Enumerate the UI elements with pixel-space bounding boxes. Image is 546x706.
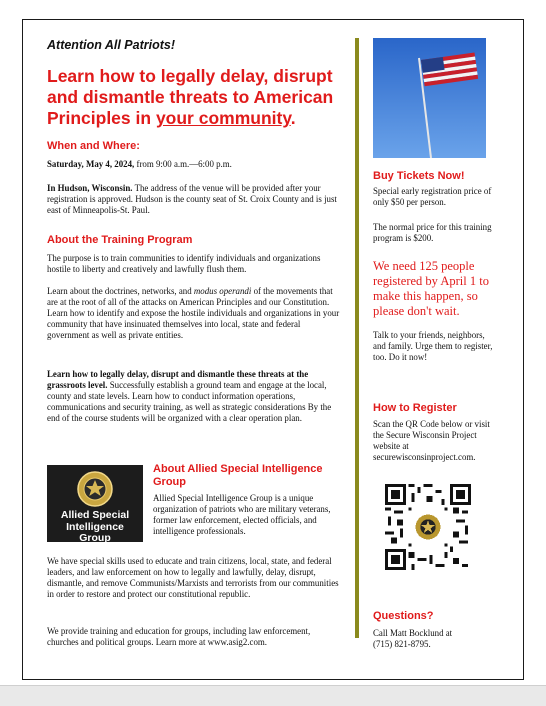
headline [47,66,337,129]
qr-code-icon [385,484,471,570]
headline-your-community: your community [155,108,291,128]
allied-heading: About Allied Special Intelligence Group [153,463,323,488]
allied-p3: We provide training and education for groups, including law enforcement, churches and political groups. Learn more at www.asig2.com. [47,626,311,647]
questions-text: Call Matt Bocklund at (715) 821-8795. [373,628,453,649]
event-place [47,183,342,216]
allied-p2: We have special skills used to educate and train citizens, local, state, and federal leaders, and law enforcement on how to legally and lawfully, delay, disrupt, dismantle, and remove Communists/Marxists and terrorists from our communities in order to restore and protect our constitutional republic. [47,556,339,599]
viewer-bottom-bar [0,685,546,706]
training-p2-b: of the movements that are at the root of all of the attacks on American Principles and our Constitution. Learn how to identify and expose the hostile individuals and organizations in your community that have insinuated themselves into local, state and federal government as well as private entities. [47,286,340,340]
training-p2 [47,286,342,341]
when-where-heading: When and Where: [47,140,140,152]
allied-p1: Allied Special Intelligence Group is a unique organization of patriots who are military veterans, former law enforcement, elected officials, and intelligence professionals. [153,493,331,536]
event-date-bold: Saturday, May 4, 2024, [47,159,135,169]
need-125-text: We need 125 people registered by April 1 to make this happen, so please don't wait. [373,259,489,318]
flag-photo [373,38,486,158]
qr-code[interactable] [385,484,471,570]
headline-end: . [290,108,296,128]
asig-logo [47,465,143,542]
attention-line: Attention All Patriots! [47,38,176,52]
headline-text: Learn how to legally delay, disrupt and dismantle threats to American Principles in [47,66,334,128]
training-p2-italic: modus operandi [193,286,252,296]
american-flag-icon [373,38,486,158]
asig-logo-text: Allied Special Intelligence Group [60,509,130,544]
event-place-text: The address of the venue will be provided after your registration is approved. Hudson is the county seat of St. Croix County and is just east of Minneapolis-St. Paul. [47,183,337,215]
training-p1: The purpose is to train communities to identify individuals and organizations hostile to liberty and creatively and lawfully flush them. [47,253,321,274]
talk-text: Talk to your friends, neighbors, and family. Urge them to register, too. Do it now! [373,330,493,362]
training-heading: About the Training Program [47,234,193,246]
normal-price-text: The normal price for this training program is $200. [373,222,492,243]
register-heading: How to Register [373,402,457,414]
event-time: from 9:00 a.m.—6:00 p.m. [134,159,232,169]
questions-heading: Questions? [373,610,434,622]
training-p3-rest: Successfully establish a ground team and engage at the local, county and state levels. Learn how to conduct information operations, communications and security training, as well as strategic considerations By the end of the course students will be organized with a clear operation plan. [47,380,332,423]
event-date [47,159,342,170]
training-p2-a: Learn about the doctrines, networks, and [47,286,194,296]
early-price-text: Special early registration price of only $50 per person. [373,186,492,207]
training-p3 [47,369,342,424]
training-p3-bold: Learn how to legally delay, disrupt and dismantle these threats at the grassroots level. [47,369,309,390]
event-place-bold: In Hudson, Wisconsin. [47,183,133,193]
register-text: Scan the QR Code below or visit the Secure Wisconsin Project website at securewisconsinproject.com. [373,419,490,462]
column-divider [355,38,359,638]
tickets-heading: Buy Tickets Now! [373,170,465,182]
